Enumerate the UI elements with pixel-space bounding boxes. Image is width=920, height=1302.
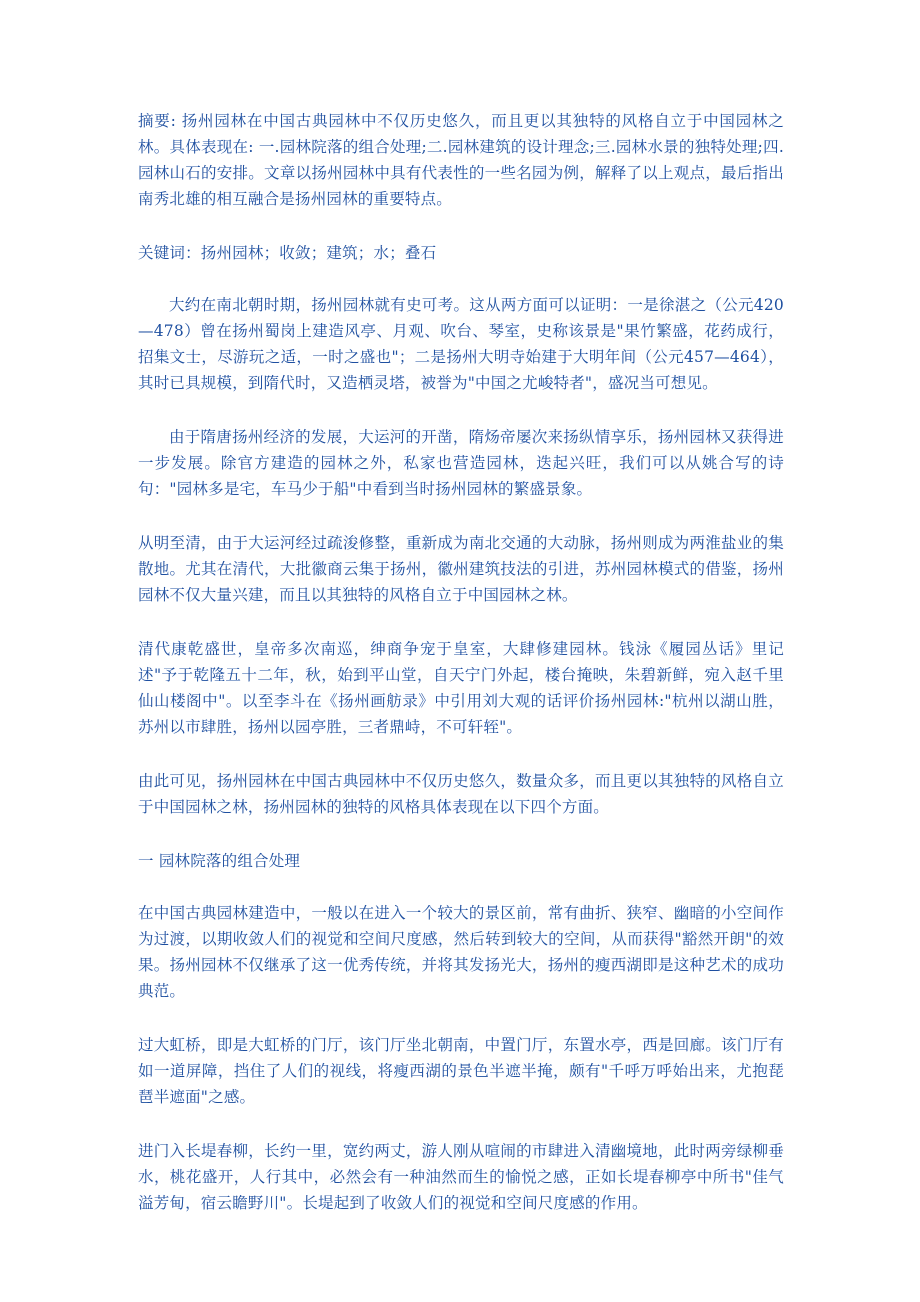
body-paragraph: 大约在南北朝时期，扬州园林就有史可考。这从两方面可以证明：一是徐湛之（公元420—478）曾在扬州蜀岗上建造风亭、月观、吹台、琴室，史称该景是"果竹繁盛，花药成行，招集文士，尽游玩之适，一时之盛也"；二是扬州大明寺始建于大明年间（公元457—464），其时已具规模，到隋代时，又造栖灵塔，被誉为"中国之尤峻特者"，盛况当可想见。 xyxy=(138,296,784,392)
section-paragraph: 进门入长堤春柳，长约一里，宽约两丈，游人刚从喧闹的市肆进入清幽境地，此时两旁绿柳垂水，桃花盛开，人行其中，必然会有一种油然而生的愉悦之感，正如长堤春柳亭中所书"佳气溢芳甸，宿云瞻野川"。长堤起到了收敛人们的视觉和空间尺度感的作用。 xyxy=(138,1142,784,1212)
document-page xyxy=(138,108,784,1244)
abstract-paragraph: 摘要: 扬州园林在中国古典园林中不仅历史悠久，而且更以其独特的风格自立于中国园林之林。具体表现在: 一.园林院落的组合处理;二.园林建筑的设计理念;三.园林水景的独特处理;四.园林山石的安排。文章以扬州园林中具有代表性的一些名园为例，解释了以上观点，最后指出南秀北雄的相互融合是扬州园林的重要特点。 xyxy=(138,112,784,208)
section-paragraph: 在中国古典园林建造中，一般以在进入一个较大的景区前，常有曲折、狭窄、幽暗的小空间作为过渡，以期收敛人们的视觉和空间尺度感，然后转到较大的空间，从而获得"豁然开朗"的效果。扬州园林不仅继承了这一优秀传统，并将其发扬光大，扬州的瘦西湖即是这种艺术的成功典范。 xyxy=(138,904,784,1000)
body-paragraph: 由此可见，扬州园林在中国古典园林中不仅历史悠久，数量众多，而且更以其独特的风格自立于中国园林之林，扬州园林的独特的风格具体表现在以下四个方面。 xyxy=(138,772,784,816)
keywords-line: 关键词：扬州园林；收敛；建筑；水；叠石 xyxy=(138,244,437,262)
body-paragraph: 从明至清，由于大运河经过疏浚修整，重新成为南北交通的大动脉，扬州则成为两淮盐业的集散地。尤其在清代，大批徽商云集于扬州，徽州建筑技法的引进，苏州园林模式的借鉴，扬州园林不仅大量兴建，而且以其独特的风格自立于中国园林之林。 xyxy=(138,534,784,604)
body-paragraph: 清代康乾盛世，皇帝多次南巡，绅商争宠于皇室，大肆修建园林。钱泳《履园丛话》里记述"予于乾隆五十二年，秋，始到平山堂，自天宁门外起，楼台掩映，朱碧新鲜，宛入赵千里仙山楼阁中"。以至李斗在《扬州画舫录》中引用刘大观的话评价扬州园林:"杭州以湖山胜，苏州以市肆胜，扬州以园亭胜，三者鼎峙，不可轩轾"。 xyxy=(138,640,784,736)
body-paragraph: 由于隋唐扬州经济的发展，大运河的开凿，隋炀帝屡次来扬纵情享乐，扬州园林又获得进一步发展。除官方建造的园林之外，私家也营造园林，迭起兴旺，我们可以从姚合写的诗句："园林多是宅，车马少于船"中看到当时扬州园林的繁盛景象。 xyxy=(138,428,784,498)
section-paragraph: 过大虹桥，即是大虹桥的门厅，该门厅坐北朝南，中置门厅，东置水亭，西是回廊。该门厅有如一道屏障，挡住了人们的视线，将瘦西湖的景色半遮半掩，颇有"千呼万呼始出来，尤抱琵琶半遮面"之感。 xyxy=(138,1036,784,1106)
section-heading: 一 园林院落的组合处理 xyxy=(138,852,301,870)
